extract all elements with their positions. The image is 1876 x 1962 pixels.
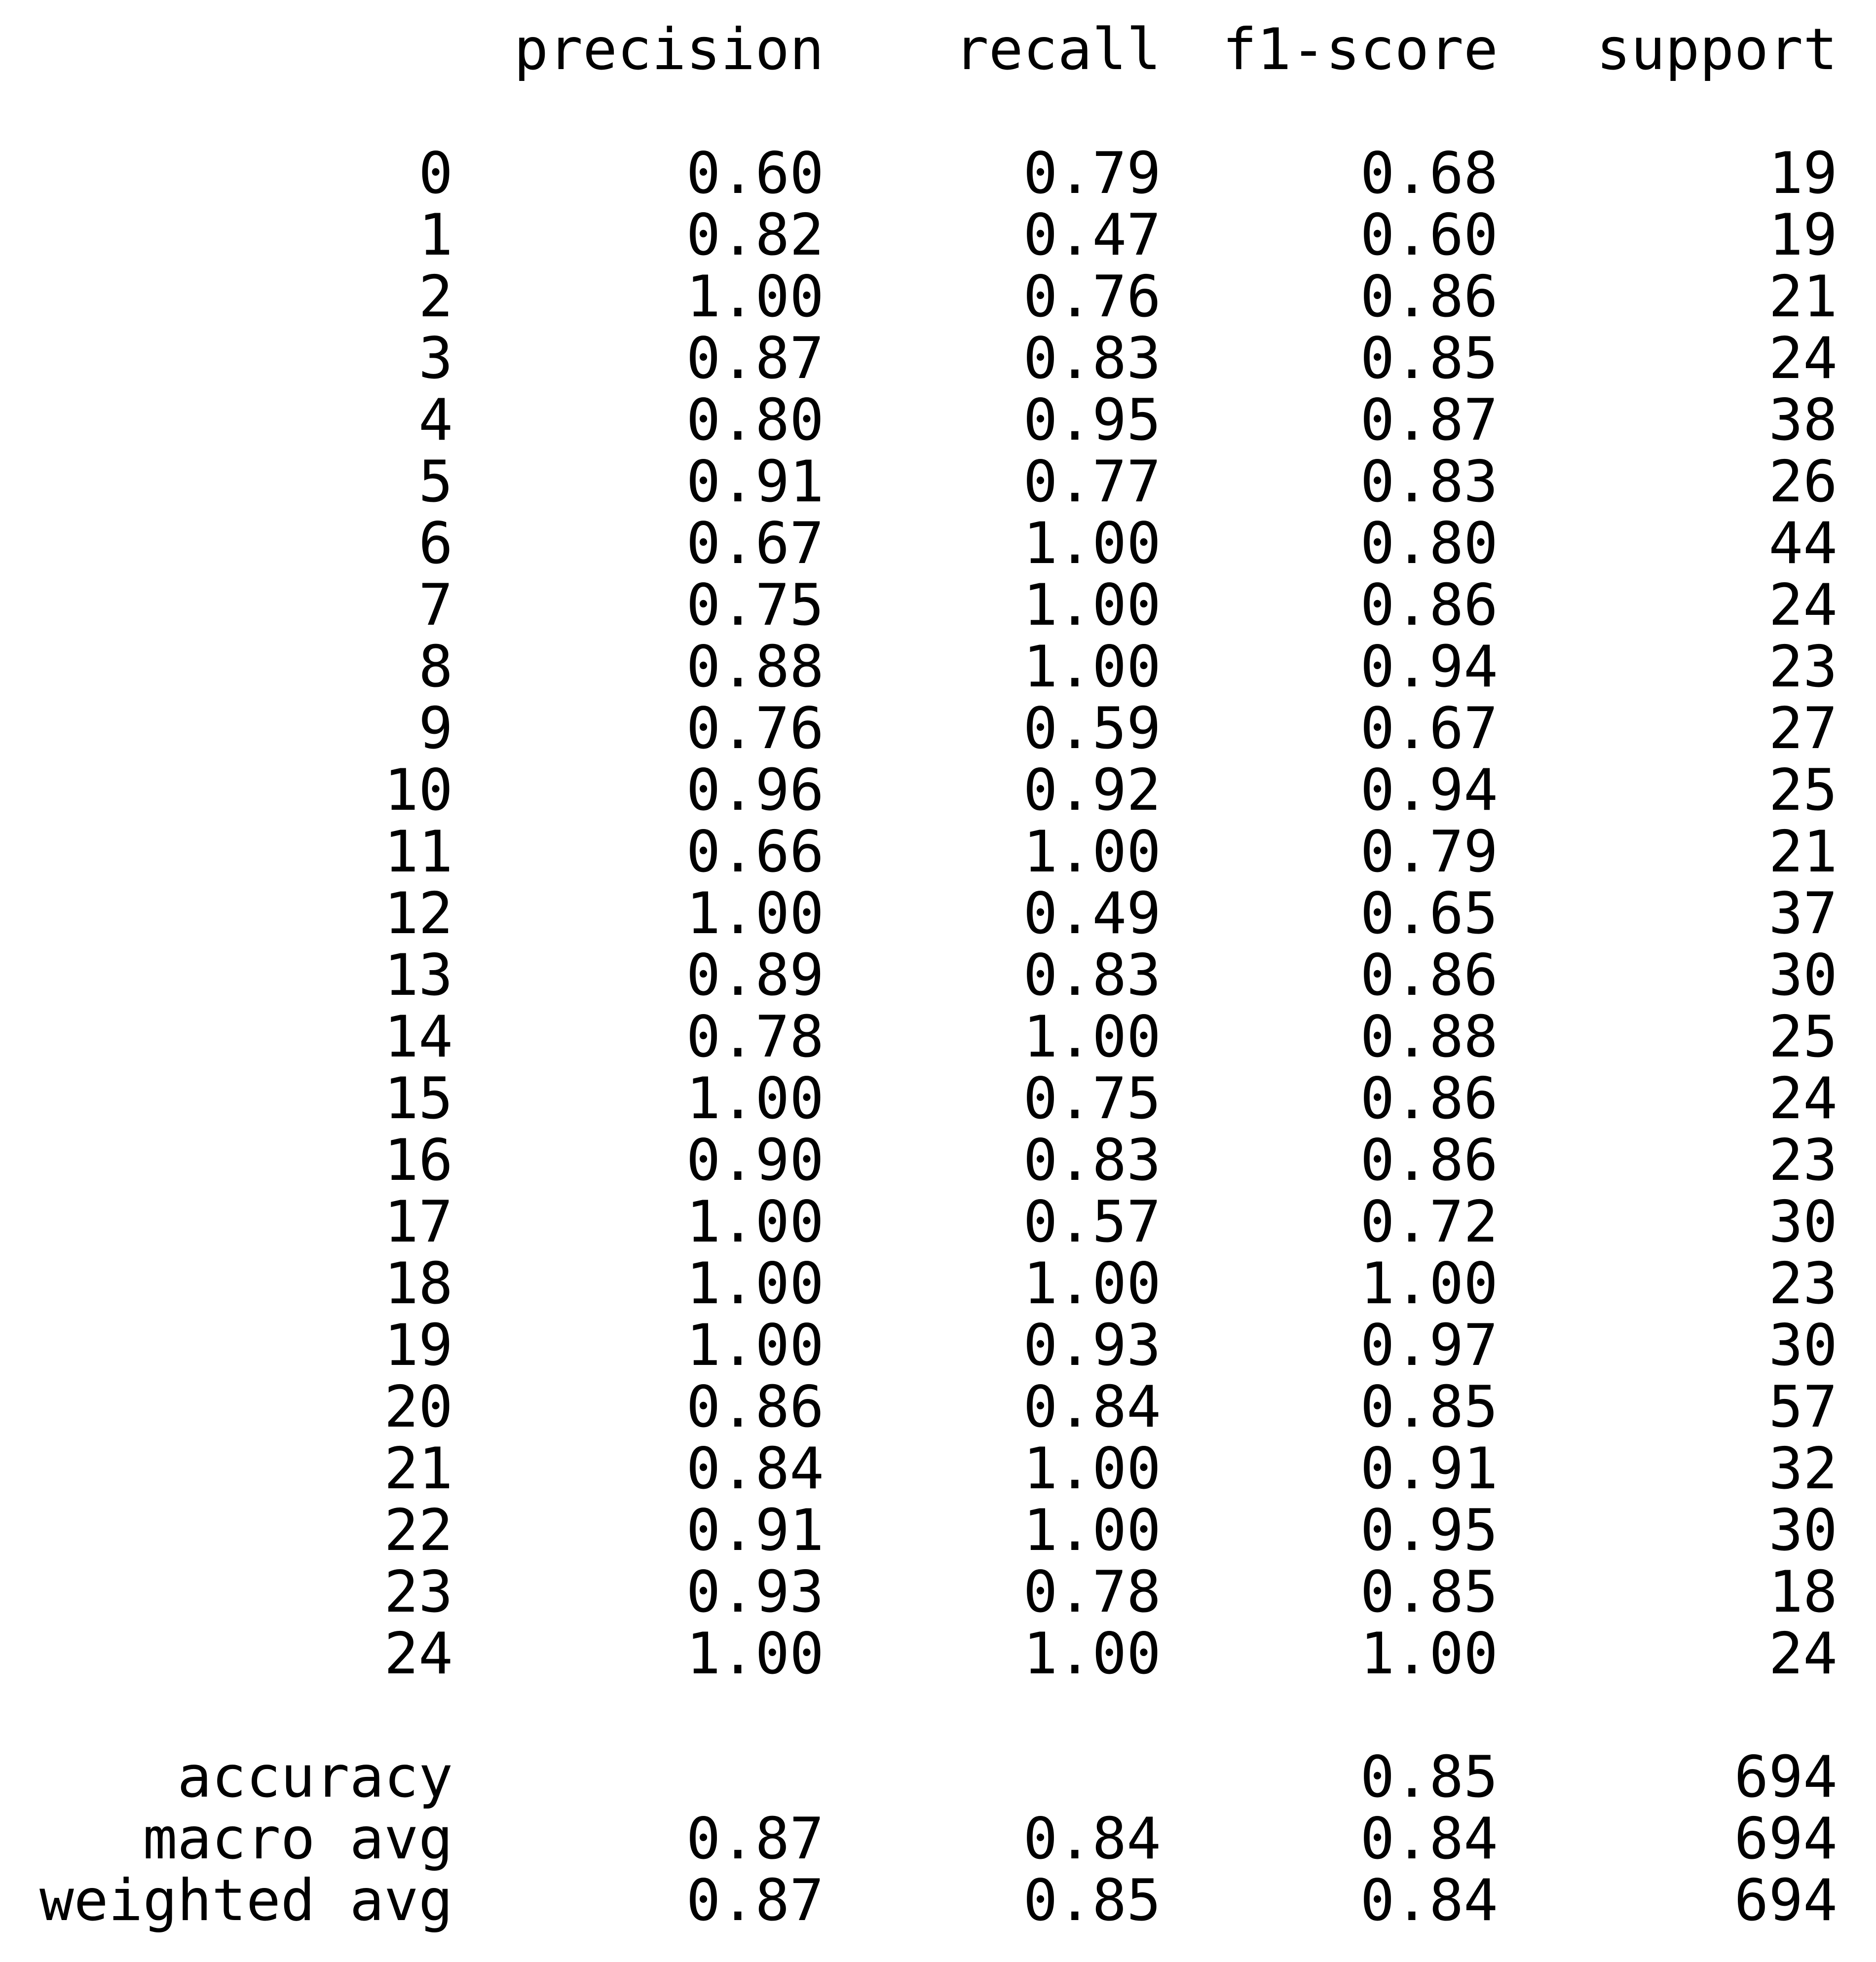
row-label: 19 <box>384 1312 453 1379</box>
header-f1-score: f1-score <box>1222 16 1498 83</box>
row-label: 1 <box>418 202 453 268</box>
precision-cell: 0.78 <box>686 1004 824 1070</box>
header-recall: recall <box>954 16 1161 83</box>
row-label: 18 <box>384 1250 453 1317</box>
f1-score-cell: 0.88 <box>1360 1004 1498 1070</box>
support-cell: 25 <box>1768 1004 1838 1070</box>
recall-cell: 1.00 <box>1023 510 1161 577</box>
f1-score-cell: 0.97 <box>1360 1312 1498 1379</box>
recall-cell: 0.59 <box>1023 695 1161 762</box>
precision-cell: 1.00 <box>686 264 824 330</box>
f1-score-cell: 0.84 <box>1360 1806 1498 1872</box>
support-cell: 23 <box>1768 1250 1838 1317</box>
precision-cell: 0.87 <box>686 325 824 392</box>
f1-score-cell: 0.91 <box>1360 1435 1498 1502</box>
row-label: 6 <box>418 510 453 577</box>
support-cell: 24 <box>1768 572 1838 639</box>
f1-score-cell: 0.94 <box>1360 757 1498 824</box>
support-cell: 26 <box>1768 449 1838 515</box>
row-label: 0 <box>418 140 453 207</box>
recall-cell: 1.00 <box>1023 1250 1161 1317</box>
f1-score-cell: 0.79 <box>1360 819 1498 885</box>
recall-cell: 1.00 <box>1023 634 1161 700</box>
f1-score-cell: 0.85 <box>1360 1559 1498 1625</box>
row-label: 21 <box>384 1435 453 1502</box>
f1-score-cell: 0.67 <box>1360 695 1498 762</box>
precision-cell: 1.00 <box>686 1312 824 1379</box>
precision-cell: 0.67 <box>686 510 824 577</box>
f1-score-cell: 0.85 <box>1360 325 1498 392</box>
summary-label: accuracy <box>177 1744 453 1811</box>
support-cell: 24 <box>1768 1621 1838 1687</box>
recall-cell: 0.83 <box>1023 942 1161 1009</box>
precision-cell: 0.93 <box>686 1559 824 1625</box>
support-cell: 30 <box>1768 1312 1838 1379</box>
f1-score-cell: 0.87 <box>1360 387 1498 453</box>
recall-cell: 0.75 <box>1023 1065 1161 1132</box>
support-cell: 44 <box>1768 510 1838 577</box>
f1-score-cell: 0.72 <box>1360 1189 1498 1255</box>
row-label: 12 <box>384 880 453 947</box>
row-label: 22 <box>384 1497 453 1564</box>
support-cell: 24 <box>1768 325 1838 392</box>
precision-cell: 0.66 <box>686 819 824 885</box>
f1-score-cell: 0.85 <box>1360 1374 1498 1440</box>
recall-cell: 0.93 <box>1023 1312 1161 1379</box>
precision-cell: 0.82 <box>686 202 824 268</box>
recall-cell: 1.00 <box>1023 1435 1161 1502</box>
support-cell: 32 <box>1768 1435 1838 1502</box>
precision-cell: 0.75 <box>686 572 824 639</box>
precision-cell: 0.88 <box>686 634 824 700</box>
support-cell: 23 <box>1768 634 1838 700</box>
precision-cell: 0.91 <box>686 449 824 515</box>
precision-cell: 0.96 <box>686 757 824 824</box>
precision-cell: 0.76 <box>686 695 824 762</box>
row-label: 10 <box>384 757 453 824</box>
row-label: 17 <box>384 1189 453 1255</box>
f1-score-cell: 0.68 <box>1360 140 1498 207</box>
support-cell: 37 <box>1768 880 1838 947</box>
precision-cell: 0.91 <box>686 1497 824 1564</box>
f1-score-cell: 0.80 <box>1360 510 1498 577</box>
row-label: 16 <box>384 1127 453 1194</box>
row-label: 15 <box>384 1065 453 1132</box>
f1-score-cell: 0.65 <box>1360 880 1498 947</box>
row-label: 8 <box>418 634 453 700</box>
support-cell: 694 <box>1734 1806 1838 1872</box>
support-cell: 694 <box>1734 1867 1838 1934</box>
recall-cell: 0.77 <box>1023 449 1161 515</box>
support-cell: 27 <box>1768 695 1838 762</box>
recall-cell: 0.76 <box>1023 264 1161 330</box>
row-label: 3 <box>418 325 453 392</box>
recall-cell: 0.95 <box>1023 387 1161 453</box>
recall-cell: 0.49 <box>1023 880 1161 947</box>
f1-score-cell: 0.86 <box>1360 264 1498 330</box>
row-label: 24 <box>384 1621 453 1687</box>
f1-score-cell: 0.86 <box>1360 572 1498 639</box>
support-cell: 19 <box>1768 140 1838 207</box>
support-cell: 30 <box>1768 942 1838 1009</box>
recall-cell: 0.83 <box>1023 1127 1161 1194</box>
f1-score-cell: 1.00 <box>1360 1250 1498 1317</box>
precision-cell: 0.86 <box>686 1374 824 1440</box>
precision-cell: 1.00 <box>686 880 824 947</box>
precision-cell: 0.90 <box>686 1127 824 1194</box>
f1-score-cell: 0.86 <box>1360 942 1498 1009</box>
support-cell: 24 <box>1768 1065 1838 1132</box>
recall-cell: 0.78 <box>1023 1559 1161 1625</box>
row-label: 7 <box>418 572 453 639</box>
f1-score-cell: 0.85 <box>1360 1744 1498 1811</box>
row-label: 9 <box>418 695 453 762</box>
recall-cell: 0.79 <box>1023 140 1161 207</box>
support-cell: 19 <box>1768 202 1838 268</box>
precision-cell: 0.60 <box>686 140 824 207</box>
summary-label: macro avg <box>143 1806 453 1872</box>
f1-score-cell: 0.60 <box>1360 202 1498 268</box>
f1-score-cell: 0.84 <box>1360 1867 1498 1934</box>
f1-score-cell: 0.86 <box>1360 1127 1498 1194</box>
support-cell: 18 <box>1768 1559 1838 1625</box>
recall-cell: 0.84 <box>1023 1374 1161 1440</box>
recall-cell: 1.00 <box>1023 572 1161 639</box>
precision-cell: 0.89 <box>686 942 824 1009</box>
recall-cell: 1.00 <box>1023 1621 1161 1687</box>
row-label: 4 <box>418 387 453 453</box>
row-label: 14 <box>384 1004 453 1070</box>
precision-cell: 0.84 <box>686 1435 824 1502</box>
support-cell: 57 <box>1768 1374 1838 1440</box>
recall-cell: 0.84 <box>1023 1806 1161 1872</box>
recall-cell: 0.57 <box>1023 1189 1161 1255</box>
row-label: 20 <box>384 1374 453 1440</box>
recall-cell: 0.92 <box>1023 757 1161 824</box>
support-cell: 30 <box>1768 1497 1838 1564</box>
row-label: 23 <box>384 1559 453 1625</box>
f1-score-cell: 0.83 <box>1360 449 1498 515</box>
recall-cell: 0.85 <box>1023 1867 1161 1934</box>
row-label: 5 <box>418 449 453 515</box>
precision-cell: 0.87 <box>686 1867 824 1934</box>
support-cell: 21 <box>1768 819 1838 885</box>
precision-cell: 1.00 <box>686 1065 824 1132</box>
recall-cell: 0.47 <box>1023 202 1161 268</box>
recall-cell: 0.83 <box>1023 325 1161 392</box>
header-precision: precision <box>514 16 824 83</box>
row-label: 2 <box>418 264 453 330</box>
support-cell: 694 <box>1734 1744 1838 1811</box>
header-support: support <box>1596 16 1838 83</box>
precision-cell: 0.80 <box>686 387 824 453</box>
recall-cell: 1.00 <box>1023 819 1161 885</box>
f1-score-cell: 0.86 <box>1360 1065 1498 1132</box>
support-cell: 38 <box>1768 387 1838 453</box>
row-label: 13 <box>384 942 453 1009</box>
support-cell: 23 <box>1768 1127 1838 1194</box>
precision-cell: 1.00 <box>686 1621 824 1687</box>
f1-score-cell: 0.95 <box>1360 1497 1498 1564</box>
precision-cell: 0.87 <box>686 1806 824 1872</box>
recall-cell: 1.00 <box>1023 1004 1161 1070</box>
precision-cell: 1.00 <box>686 1189 824 1255</box>
support-cell: 21 <box>1768 264 1838 330</box>
support-cell: 25 <box>1768 757 1838 824</box>
support-cell: 30 <box>1768 1189 1838 1255</box>
precision-cell: 1.00 <box>686 1250 824 1317</box>
summary-label: weighted avg <box>39 1867 453 1934</box>
row-label: 11 <box>384 819 453 885</box>
f1-score-cell: 0.94 <box>1360 634 1498 700</box>
f1-score-cell: 1.00 <box>1360 1621 1498 1687</box>
recall-cell: 1.00 <box>1023 1497 1161 1564</box>
